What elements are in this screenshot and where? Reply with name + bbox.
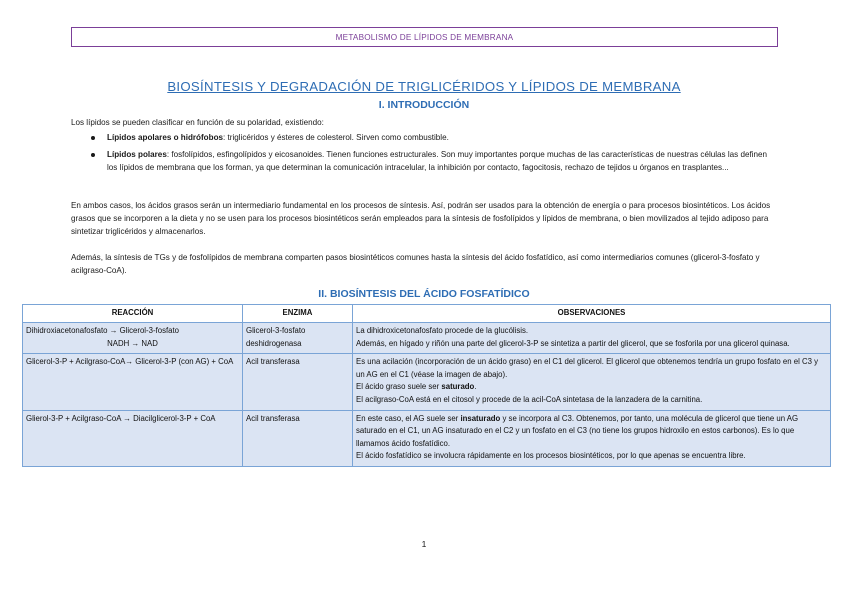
running-header — [71, 27, 778, 47]
bullet-icon — [91, 153, 95, 157]
section-title-acido-fosfatidico: II. BIOSÍNTESIS DEL ÁCIDO FOSFATÍDICO — [318, 288, 530, 300]
observation-line — [356, 413, 827, 451]
table-row — [23, 354, 831, 410]
observation-bold: insaturado — [460, 413, 501, 423]
observation-line — [356, 381, 827, 394]
section-title-introduccion: I. INTRODUCCIÓN — [378, 99, 470, 111]
enzyme-cell: Glicerol-3-fosfato deshidrogenasa — [243, 323, 353, 354]
bullet-term: Lípidos polares — [107, 150, 167, 159]
paragraph-acidos-grasos: En ambos casos, los ácidos grasos serán un intermediario fundamental en los procesos de síntesis. Así, podrán ser usados para la obtención de energía o para procesos biosintéticos. Los ácidos grasos que se incorporen a la dieta y no se usen para los procesos biosintéticos serán empleados para la síntesis de fosfolípidos y lípidos de membrana, o bien movilizados al tejido adiposo para sintetizar triglicéridos y almacenarlos. — [71, 201, 771, 236]
reaction-table — [22, 304, 831, 467]
bullet-term: Lípidos apolares o hidrófobos — [107, 133, 224, 142]
reaction-cell — [23, 323, 243, 354]
observations-cell — [353, 354, 831, 410]
list-item — [90, 148, 770, 174]
observations-cell — [353, 410, 831, 466]
paragraph-sintesis-comun: Además, la síntesis de TGs y de fosfolípidos de membrana comparten pasos biosintéticos comunes hasta la síntesis del ácido fosfatídico, así como intermediarios comunes (glicerol-3-fosfato y acilgraso-CoA). — [71, 253, 760, 275]
bullet-text: : triglicéridos y ésteres de colesterol. Sirven como combustible. — [223, 133, 449, 142]
page-number: 1 — [421, 539, 427, 549]
table-row — [23, 323, 831, 354]
bullet-icon — [91, 136, 95, 140]
reaction-cell: Glicerol-3-P + Acilgraso-CoA→ Glicerol-3-P (con AG) + CoA — [23, 354, 243, 410]
observation-line: El ácido fosfatídico se involucra rápidamente en los procesos biosintéticos, por lo que apenas se encuentra libre. — [356, 451, 746, 461]
intro-line: Los lípidos se pueden clasificar en función de su polaridad, existiendo: — [71, 118, 324, 127]
observation-line: La dihidroxicetonafosfato procede de la glucólisis. — [356, 326, 529, 335]
enzyme-cell: Acil transferasa — [243, 354, 353, 410]
cofactor-text: NADH → NAD — [107, 338, 158, 348]
observation-text: y se incorpora al C3. Obtenemos, por tanto, una molécula de glicerol que tiene un AG saturado en el C1, un AG insaturado en el C2 y un fosfato en el C3 (no tiene los grupos hidroxilo en estos carbonos). Es lo que llamamos ácido fosfatídico. — [356, 413, 799, 448]
header-observaciones: OBSERVACIONES — [353, 305, 831, 323]
enzyme-cell: Acil transferasa — [243, 410, 353, 466]
lipid-classification-list — [90, 131, 770, 178]
observation-text: El ácido graso suele ser — [356, 382, 442, 392]
observation-line: Es una acilación (incorporación de un ácido graso) en el C1 del glicerol. El glicerol que obtenemos tendría un grupo fosfato en el C3 y un AG en el C1 (véase la imagen de abajo). — [356, 357, 819, 379]
running-header-text: METABOLISMO DE LÍPIDOS DE MEMBRANA — [335, 32, 514, 42]
header-enzima: ENZIMA — [243, 305, 353, 323]
observation-text: . — [474, 382, 477, 392]
reaction-cell: Glierol-3-P + Acilgraso-CoA → Diacilglicerol-3-P + CoA — [23, 410, 243, 466]
list-item — [90, 131, 770, 144]
observation-bold: saturado — [441, 382, 475, 392]
reaction-text: Dihidroxiacetonafosfato → Glicerol-3-fosfato — [26, 326, 179, 335]
document-title: BIOSÍNTESIS Y DEGRADACIÓN DE TRIGLICÉRIDOS Y LÍPIDOS DE MEMBRANA — [167, 79, 681, 94]
observation-text: En este caso, el AG suele ser — [356, 413, 461, 423]
table-row — [23, 410, 831, 466]
observations-cell — [353, 323, 831, 354]
table-header-row — [23, 305, 831, 323]
observation-line: Además, en hígado y riñón una parte del glicerol-3-P se sintetiza a partir del glicerol, que se fosforila por una glicerol quinasa. — [356, 338, 790, 348]
observation-line: El acilgraso-CoA está en el citosol y procede de la acil-CoA sintetasa de la lanzadera de la carnitina. — [356, 394, 703, 404]
bullet-text: : fosfolípidos, esfingolípidos y eicosanoides. Tienen funciones estructurales. Son muy importantes porque muchas de las características de nuestras células las definen los lípidos de membrana que los forman, ya que determinan la comunicación intracelular, la inhibición por contacto, fagocitosis, rechazo de tejidos u órganos en trasplantes... — [107, 150, 767, 172]
header-reaccion: REACCIÓN — [23, 305, 243, 323]
